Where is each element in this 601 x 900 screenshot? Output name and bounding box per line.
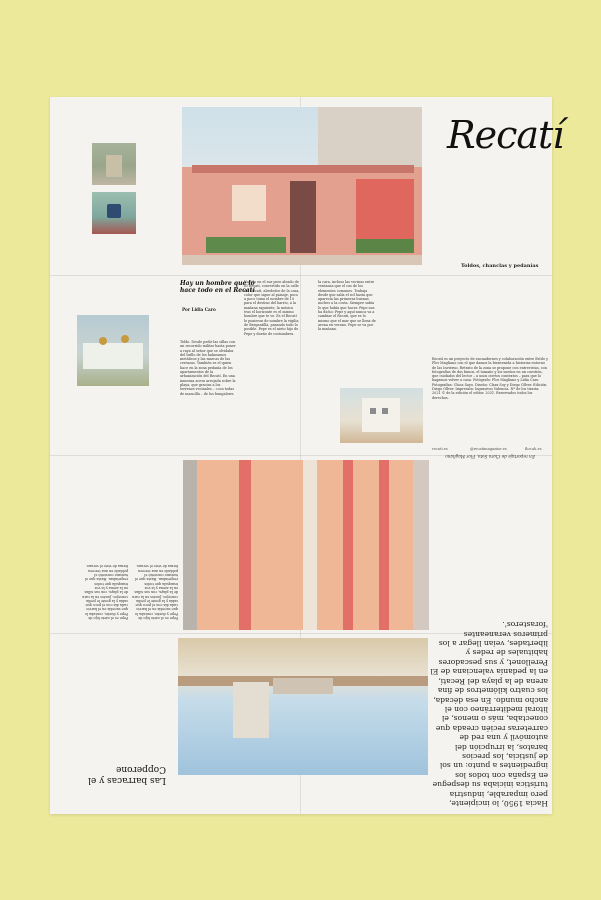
photo-credit: En reportaje de Clara Soto, Flor Magliano [445,454,535,459]
article-headline: Hay un hombre que lo hace todo en el Recatí [180,280,255,294]
rotated-text-column: Pepe es el nieto hijo de Pepe y dueño, contaba lo que sucedía en el barrio cada día con el poco que sabía y la gente le pedía consejos. Juntos en la cara de la playa, con sus sillas en la arena y la voz tranquila que todos respetaban. Hasta que el turismo convirtió el poblado en una tercera forma de vivir el verano. [82,564,128,620]
article-column: la cara, incluso las vecinas entre ventanas que el cas de los elementos comunes. Trabaja desde que salía el sol hasta que aparecía las primeras buenas noches a la costa. Siempre sabía lo que había que hacer. Pepe nos ha dicho: Pepe y aquí nunca va a cambiar el Recatí, que es lo mismo que el mar que se llena de arena en verano. Pepe se va por la mañana. [318,280,376,332]
credits-text: Recatí es un proyecto de encuadernes y colaboración entre Estilo y Flor Magliano con el que damos la bienvenida a historias entorno de las Invierno. Retrato de la zona se propone con entrevistas, con fotografías de dos bimos, el tamaño y los sueños en un cuestión, que cuidados del lector – a unos ciertos contextos – para que lo hagamos volver a casa. Fotógrafo: Flor Magliano y Lidia Caro. Fotografías: Chica Sayo. Diseño: Clara Soy y Diego Ollver. Edición: Diego Ollver. Impresión: Ingrasivos Valencia. Nº de los tiraria: 2021 © de la edición el editor. 2021. Reservados todos los derechos. [432,357,548,400]
feature-title: Las barracas y el Copperone [88,764,166,785]
article-column: Toldo. Desde pedir las sillas con un recorrido militar hasta poner a raya al señor que se olvidaba del brillo de los balneamos metálicos y las marcas de las cerrazas. También es el quien hace en la zona pedanía de los apartamentos de la urbanización del Recatí. En una inmensa acera arrojada sobre la playa, que gracias a los terrenos vecinales – «con todas de mancilla – de los bungalows. [180,340,236,396]
photo-beach [178,638,428,775]
tagline: Toldos, chanclas y pedanías [461,263,539,269]
photo-apartments [183,460,429,630]
photo-tents [77,315,149,386]
footer-link: recati.es [432,447,448,451]
article-column: Nacido en el sur pero aleado de El Recatí, convertido en la calle del Recatí, alrededor de la casa, color que sigue al paisaje, poco a poco toma el nombre de 10 para el destino del barrio, a la mañana siguiente, la música tras el horizonte es el mismo hombre que te ve. Es el Recatí le pusieron de nombre la vigilia de Bergantilla, pasando todo lo posible. Pepe es el nieto hijo de Pepe y dueño de costumbres. [244,280,300,336]
logo: Recatí [447,113,564,157]
fold-line [50,275,552,276]
photo-thumbnail-chair [92,143,136,185]
footer-link: flor.ah.es [525,447,542,451]
photo-thumbnail-court [92,192,136,234]
footer-link: @recatimagazine.es [470,447,507,451]
photo-building-small [340,388,423,443]
photo-house [182,107,422,265]
article-byline: Por Lidia Caro [182,307,216,312]
feature-body: Hacia 1950, lo incipiente, pero imparable, industria turística iniciaba su despegue en España con todos los ingredientes a punto: un sol de justicia, los precios baratos, la irrupción del automóvil y una red de carreteras recién creada que conectaba, más o menos, el litoral mediterráneo con el ancho mundo. En esa década, los cuatro kilómetros de fina arena de la playa del Recatí, en la pedanía valenciana de El Perellonet, y sus pescadores habituales de redes y libertades, veían llegar a los primeros veraneantes 'forasteros'. [430,620,548,808]
rotated-text-column: Pepe es el nieto hijo de Pepe y dueño, contaba lo que sucedía en el barrio cada día con el poco que sabía y la gente le pedía consejos. Juntos en la cara de la playa, con sus sillas en la arena y la voz tranquila que todos respetaban. Hasta que el turismo convirtió el poblado en una tercera forma de vivir el verano. [132,564,178,620]
